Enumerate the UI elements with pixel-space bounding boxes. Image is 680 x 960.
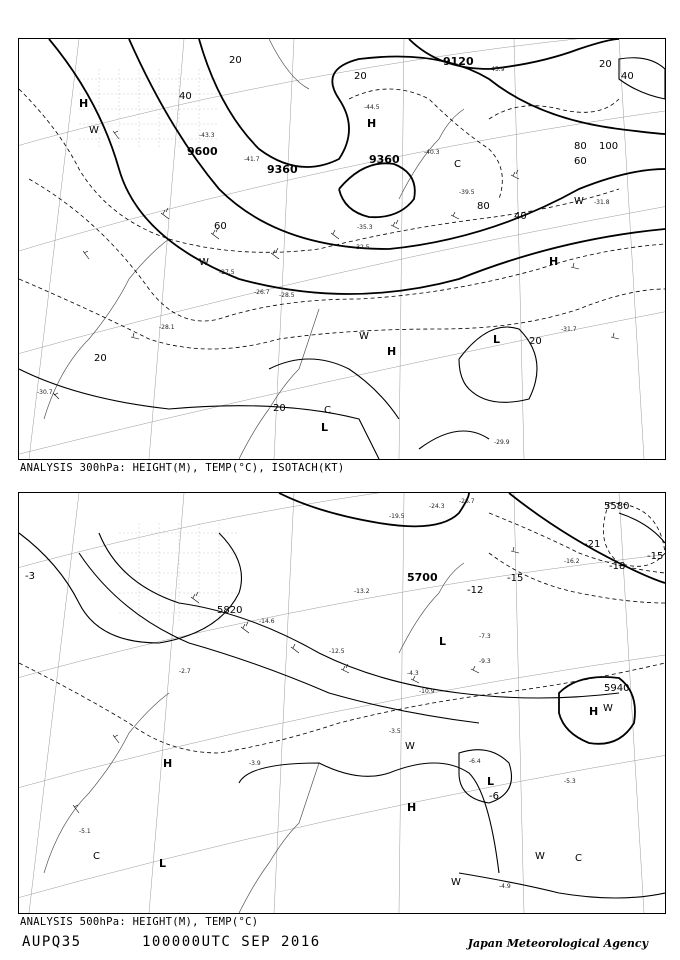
isotherm-label: -6	[489, 791, 499, 802]
temp-sample: -28.5	[279, 292, 295, 299]
isotherm-label: -18	[609, 561, 626, 572]
cold-mark: C	[575, 853, 582, 864]
isotherm-label: -12	[467, 585, 484, 596]
coastline	[44, 39, 464, 459]
temp-sample: -5.1	[79, 828, 91, 835]
temp-sample: -5.3	[564, 778, 576, 785]
graticule	[19, 493, 665, 913]
warm-mark: W	[405, 741, 415, 752]
temp-sample: -13.2	[354, 588, 370, 595]
temp-sample: -3.9	[249, 760, 261, 767]
temp-sample: -29.9	[494, 439, 510, 446]
dashed-isotherms	[19, 503, 665, 753]
height-label: 9120	[443, 55, 474, 68]
wind-barbs	[53, 131, 619, 399]
low-center: L	[439, 635, 447, 648]
map-500hpa	[18, 492, 666, 914]
isotach-label: 40	[621, 71, 634, 82]
map-500hpa-canvas	[19, 493, 665, 913]
isotherm-contours	[19, 513, 665, 898]
isotach-label: 20	[229, 55, 242, 66]
temp-sample: -14.6	[259, 618, 275, 625]
temp-sample: -31.7	[561, 326, 577, 333]
low-center: L	[493, 333, 501, 346]
temp-sample: -40.3	[424, 149, 440, 156]
temp-sample: -4.3	[407, 670, 419, 677]
temp-sample: -2.7	[179, 668, 191, 675]
warm-mark: W	[89, 125, 99, 136]
height-label: 9360	[267, 163, 298, 176]
low-center: L	[159, 857, 167, 870]
cold-mark: C	[324, 405, 331, 416]
height-label: 5940	[604, 683, 630, 694]
temp-sample: -12.5	[329, 648, 345, 655]
pressure-centers	[159, 635, 598, 870]
high-center: H	[163, 757, 173, 770]
isotach-label: 80	[477, 201, 490, 212]
high-center: H	[407, 801, 417, 814]
agency-name: Japan Meteorological Agency	[467, 937, 648, 950]
isotach-label: 60	[574, 156, 587, 167]
temp-sample: -10.9	[419, 688, 435, 695]
warm-mark: W	[535, 851, 545, 862]
isotach-label: 40	[179, 91, 192, 102]
warm-mark: W	[603, 703, 613, 714]
caption-300hpa: ANALYSIS 300hPa: HEIGHT(M), TEMP(°C), ISOTACH(KT)	[20, 462, 345, 474]
temp-sample: -39.5	[459, 189, 475, 196]
low-center: L	[487, 775, 495, 788]
isotach-label: 40	[514, 211, 527, 222]
temp-sample: -31.8	[594, 199, 610, 206]
temp-sample: -32.5	[354, 244, 370, 251]
height-label: 9600	[187, 145, 218, 158]
height-labels	[217, 501, 629, 694]
height-label: 5820	[217, 605, 243, 616]
isotherm-label: -3	[25, 571, 35, 582]
pressure-centers	[79, 97, 558, 434]
temp-sample: -3.5	[389, 728, 401, 735]
map-300hpa-canvas	[19, 39, 665, 459]
temp-sample: -26.7	[459, 498, 475, 505]
temp-sample: -19.5	[389, 513, 405, 520]
warm-mark: W	[451, 877, 461, 888]
isotach-label: 20	[599, 59, 612, 70]
height-label: 9360	[369, 153, 400, 166]
isotach-label: 100	[599, 141, 619, 152]
isotherm-contours	[19, 89, 665, 349]
isotach-label: 20	[529, 336, 542, 347]
isotach-label: 20	[94, 353, 107, 364]
high-center: H	[367, 117, 377, 130]
isotherm-label: -21	[584, 539, 601, 550]
temp-sample: -27.5	[219, 269, 235, 276]
map-300hpa	[18, 38, 666, 460]
low-center: L	[321, 421, 329, 434]
temp-sample: -43.3	[199, 132, 215, 139]
temp-sample: -4.9	[499, 883, 511, 890]
isotach-label: 60	[214, 221, 227, 232]
warm-mark: W	[199, 257, 209, 268]
height-labels	[187, 55, 474, 176]
temp-sample: -35.3	[357, 224, 373, 231]
high-center: H	[79, 97, 89, 110]
temperature-samples	[79, 498, 580, 890]
valid-time: 100000UTC SEP 2016	[142, 934, 321, 950]
temp-sample: -16.2	[564, 558, 580, 565]
cold-mark: C	[454, 159, 461, 170]
isotach-label: 20	[273, 403, 286, 414]
product-code: AUPQ35	[22, 934, 82, 950]
warm-cold-marks	[93, 703, 613, 888]
temp-sample: -6.4	[469, 758, 481, 765]
temp-sample: -28.1	[159, 324, 175, 331]
warm-mark: W	[574, 196, 584, 207]
temp-sample: -30.7	[37, 389, 53, 396]
high-center: H	[549, 255, 559, 268]
graticule	[19, 39, 665, 459]
high-center: H	[387, 345, 397, 358]
temp-sample: -45.9	[489, 66, 505, 73]
caption-500hpa: ANALYSIS 500hPa: HEIGHT(M), TEMP(°C)	[20, 916, 259, 928]
cold-mark: C	[93, 851, 100, 862]
height-label: 5580	[604, 501, 630, 512]
temp-sample: -26.7	[254, 289, 270, 296]
warm-mark: W	[359, 331, 369, 342]
isotach-label: 80	[574, 141, 587, 152]
temp-sample: -9.3	[479, 658, 491, 665]
temp-sample: -44.5	[364, 104, 380, 111]
isotherm-label: -15	[507, 573, 524, 584]
high-center: H	[589, 705, 599, 718]
isotherm-label: -15	[647, 551, 664, 562]
height-label: 5700	[407, 571, 438, 584]
temp-sample: -41.7	[244, 156, 260, 163]
isotach-label: 20	[354, 71, 367, 82]
temp-sample: -24.3	[429, 503, 445, 510]
warm-cold-marks	[89, 125, 584, 416]
temp-sample: -7.3	[479, 633, 491, 640]
